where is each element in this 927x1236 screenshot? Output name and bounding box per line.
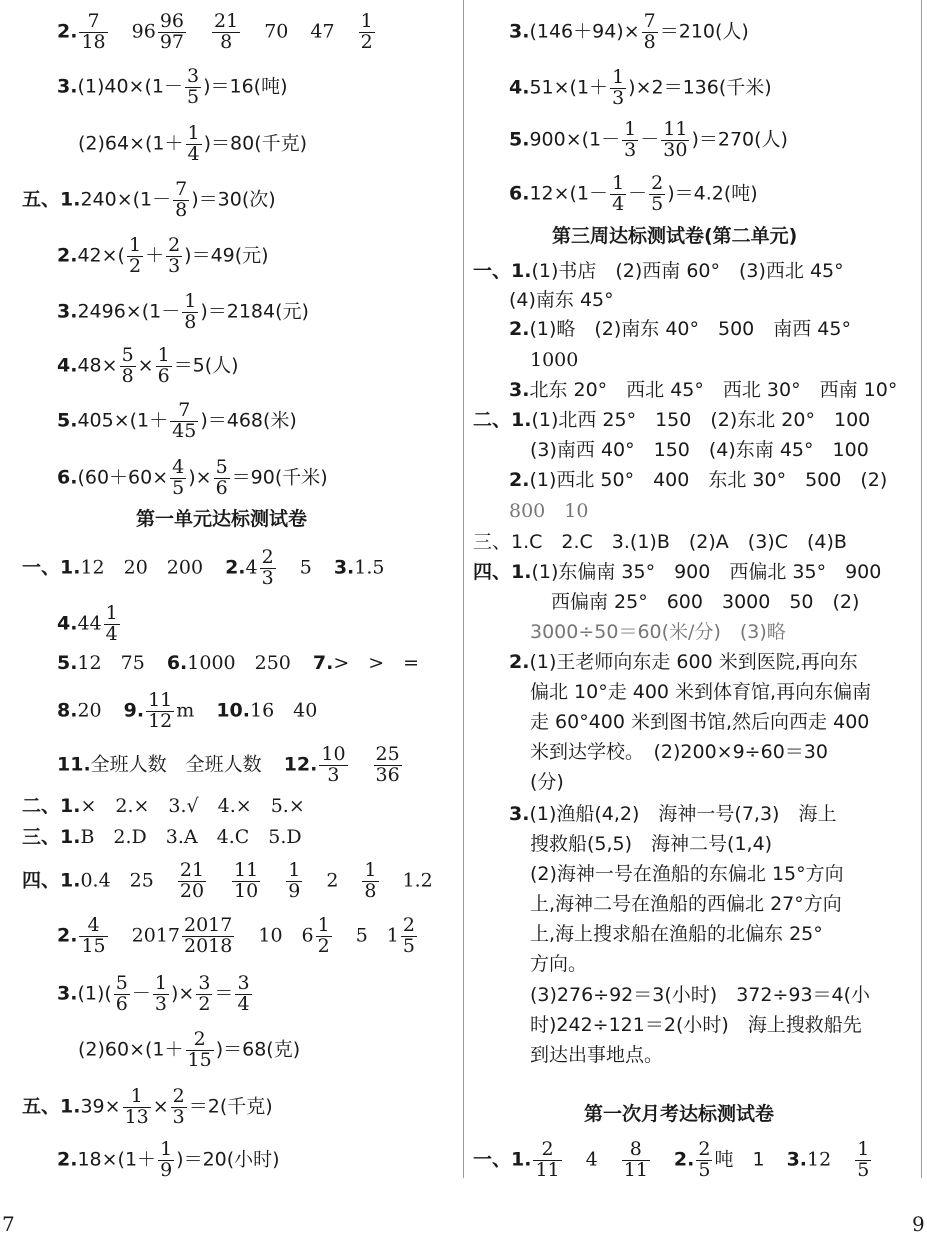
answer-line: 5.900×(1－ $\frac{1}{3}$ － $\frac{11}{30}$ )＝270(人): [509, 118, 788, 161]
answer-line: 6.(60＋60× $\frac{4}{5}$ )× $\frac{5}{6}$ ＝90(千米): [57, 456, 328, 499]
answer-line: 2.(1)西北 50° 400 东北 30° 500 (2): [509, 469, 888, 491]
answer-line: 二、1.× 2.× 3.√ 4.× 5.×: [22, 795, 305, 817]
answer-line: 上,海上搜求船在渔船的北偏东 25°: [530, 923, 823, 945]
page-edge-rule: [921, 0, 922, 1178]
answer-line: 四、1.(1)东偏南 35° 900 西偏北 35° 900: [473, 561, 882, 583]
answer-line: 3.(1)40×(1－ $\frac{3}{5}$ )＝16(吨): [57, 65, 288, 108]
answer-line: 2.42×( $\frac{1}{2}$ ＋ $\frac{2}{3}$ )＝49(元): [57, 234, 269, 277]
answer-line: 2.(1)王老师向东走 600 米到医院,再向东: [509, 651, 858, 673]
answer-line: (4)南东 45°: [509, 289, 614, 311]
answer-line: 4.48× $\frac{5}{8}$ × $\frac{1}{6}$ ＝5(人): [57, 344, 239, 387]
answer-line: (2)60×(1＋ $\frac{2}{15}$ )＝68(克): [78, 1028, 301, 1071]
answer-line: 三、1.C 2.C 3.(1)B (2)A (3)C (4)B: [473, 531, 847, 553]
answer-line: 走 60°400 米到图书馆,然后向西走 400: [530, 711, 870, 733]
answer-line: 西偏南 25° 600 3000 50 (2): [551, 591, 860, 613]
answer-line: 3.(1)渔船(4,2) 海神一号(7,3) 海上: [509, 803, 837, 825]
answer-line: 搜救船(5,5) 海神二号(1,4): [530, 833, 773, 855]
answer-line: (2)海神一号在渔船的东偏北 15°方向: [530, 863, 844, 885]
answer-line: 2. $\frac{4}{15}$ 2017 $\frac{2017}{2018}$ 10 6 $\frac{1}{2}$ 5 1 $\frac{2}{5}$: [57, 914, 415, 957]
answer-line: 到达出事地点。: [530, 1044, 664, 1066]
answer-line: 800 10: [509, 500, 589, 522]
answer-line: 3.(146＋94)× $\frac{7}{8}$ ＝210(人): [509, 10, 749, 53]
answer-line: (2)64×(1＋ $\frac{1}{4}$ )＝80(千克): [78, 122, 308, 165]
answer-line: 五、1.240×(1－ $\frac{7}{8}$ )＝30(次): [22, 178, 276, 221]
answer-line: 偏北 10°走 400 米到体育馆,再向东偏南: [530, 681, 872, 703]
answer-line: 2.18×(1＋ $\frac{1}{9}$ )＝20(小时): [57, 1138, 280, 1181]
answer-line: 米到达学校。 (2)200×9÷60＝30: [530, 741, 828, 763]
page-number-right: 9: [912, 1212, 925, 1236]
answer-line: 五、1.39× $\frac{1}{13}$ × $\frac{2}{3}$ ＝2(千克): [22, 1085, 273, 1128]
answer-line: 5.12 75 6.1000 250 7.> > =: [57, 652, 420, 674]
answer-line: 5.405×(1＋ $\frac{7}{45}$ )＝468(米): [57, 399, 297, 442]
answer-line: 2.(1)略 (2)南东 40° 500 南西 45°: [509, 318, 851, 340]
answer-line: 时)242÷121＝2(小时) 海上搜救船先: [530, 1014, 862, 1036]
answer-line: 3000÷50＝60(米/分) (3)略: [530, 621, 786, 643]
answer-line: 一、1. $\frac{2}{11}$ 4 $\frac{8}{11}$ 2. $\frac{2}{5}$ 吨 1 3.12 $\frac{1}{5}$: [473, 1138, 870, 1181]
answer-line: (分): [530, 771, 564, 793]
answer-line: 三、1.B 2.D 3.A 4.C 5.D: [22, 826, 302, 848]
answer-line: 一、1.(1)书店 (2)西南 60° (3)西北 45°: [473, 260, 844, 282]
answer-line: (3)南西 40° 150 (4)东南 45° 100: [530, 439, 869, 461]
answer-line: 3.(1)( $\frac{5}{6}$ － $\frac{1}{3}$ )× $\frac{3}{2}$ ＝ $\frac{3}{4}$: [57, 972, 250, 1015]
answer-line: 11.全班人数 全班人数 12. $\frac{10}{3}$ $\frac{25}{36}$: [57, 743, 400, 786]
page-number-left: 7: [2, 1212, 15, 1236]
answer-line: 3.2496×(1－ $\frac{1}{8}$ )＝2184(元): [57, 290, 309, 333]
column-divider: [463, 0, 464, 1178]
section-heading: 第三周达标测试卷(第二单元): [552, 225, 798, 247]
answer-line: 8.20 9. $\frac{11}{12}$ m 10.16 40: [57, 689, 318, 732]
answer-line: 2. $\frac{7}{18}$ 96 $\frac{96}{97}$ $\frac{21}{8}$ 70 47 $\frac{1}{2}$: [57, 10, 373, 53]
answer-line: (3)276÷92＝3(小时) 372÷93＝4(小: [530, 984, 871, 1006]
answer-line: 4.44 $\frac{1}{4}$: [57, 602, 118, 645]
answer-line: 6.12×(1－ $\frac{1}{4}$ － $\frac{2}{5}$ )＝4.2(吨): [509, 172, 758, 215]
answer-line: 1000: [530, 349, 579, 371]
answer-line: 二、1.(1)北西 25° 150 (2)东北 20° 100: [473, 409, 871, 431]
answer-line: 方向。: [530, 953, 588, 975]
answer-line: 上,海神二号在渔船的西偏北 27°方向: [530, 893, 842, 915]
answer-line: 3.北东 20° 西北 45° 西北 30° 西南 10°: [509, 379, 898, 401]
section-heading: 第一次月考达标测试卷: [584, 1103, 775, 1125]
section-heading: 第一单元达标测试卷: [136, 508, 308, 530]
answer-line: 一、1.12 20 200 2.4 $\frac{2}{3}$ 5 3.1.5: [22, 546, 385, 589]
answer-line: 四、1.0.4 25 $\frac{21}{20}$ $\frac{11}{10}$ $\frac{1}{9}$ 2 $\frac{1}{8}$ 1.2: [22, 859, 433, 902]
answer-line: 4.51×(1＋ $\frac{1}{3}$ )×2＝136(千米): [509, 66, 772, 109]
